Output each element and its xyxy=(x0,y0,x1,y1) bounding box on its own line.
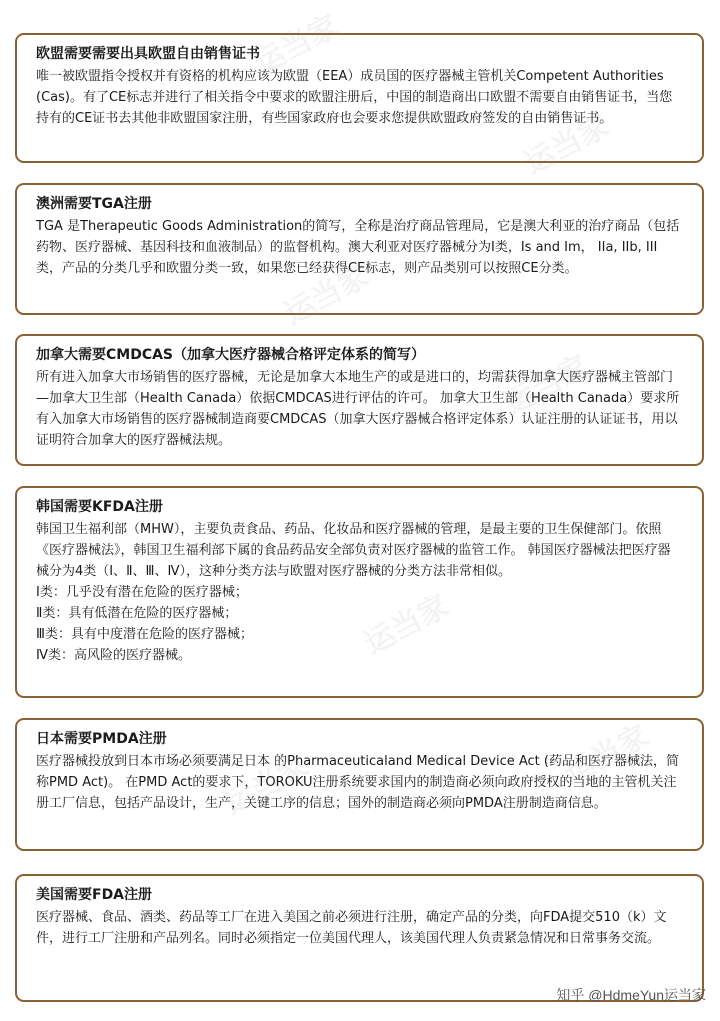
section-eu xyxy=(15,33,704,163)
section-body: 医疗器械、食品、酒类、药品等工厂在进入美国之前必须进行注册，确定产品的分类，向FDA提交510（k）文件，进行工厂注册和产品列名。同时必须指定一位美国代理人，该美国代理人负责紧急情况和日常事务交流。 xyxy=(36,910,667,946)
section-body: 医疗器械投放到日本市场必须要满足日本 的Pharmaceuticaland Medical Device Act (药品和医疗器械法，简称PMD Act)。 在PMD Act的要求下，TOROKU注册系统要求国内的制造商必须向政府授权的当地的主管机关注册工厂信息，包括产品设计，生产，关键工序的信息；国外的制造商必须向PMDA注册制造商信息。 xyxy=(36,754,679,811)
section-body: 韩国卫生福利部（MHW），主要负责食品、药品、化妆品和医疗器械的管理，是最主要的卫生保健部门。依照《医疗器械法》，韩国卫生福利部下属的食品药品安全部负责对医疗器械的监管工作。 韩国医疗器械法把医疗器械分为4类（Ⅰ、Ⅱ、Ⅲ、Ⅳ），这种分类方法与欧盟对医疗器械的分类方法非常相似。 xyxy=(36,522,671,579)
section-title: 澳洲需要TGA注册 xyxy=(36,196,152,212)
list-item: Ⅳ类：高风险的医疗器械。 xyxy=(36,648,191,663)
section-title: 韩国需要KFDA注册 xyxy=(36,499,163,515)
section-title: 日本需要PMDA注册 xyxy=(36,731,167,747)
section-korea xyxy=(15,486,704,698)
section-title: 加拿大需要CMDCAS（加拿大医疗器械合格评定体系的简写） xyxy=(36,347,426,363)
footer-credit: 知乎 @HdmeYun运当家 xyxy=(556,987,706,1003)
section-title: 美国需要FDA注册 xyxy=(36,887,153,903)
list-item: Ⅰ类：几乎没有潜在危险的医疗器械； xyxy=(36,585,248,600)
list-item: Ⅱ类：具有低潜在危险的医疗器械； xyxy=(36,606,238,621)
section-body: 所有进入加拿大市场销售的医疗器械，无论是加拿大本地生产的或是进口的，均需获得加拿大医疗器械主管部门—加拿大卫生部（Health Canada）依据CMDCAS进行评估的许可。 加拿大卫生部（Health Canada）要求所有入加拿大市场销售的医疗器械制造商要CMDCAS（加拿大医疗器械合格评定体系）认证注册的认证证书，用以证明符合加拿大的医疗器械法规。 xyxy=(36,370,680,448)
section-body: 唯一被欧盟指令授权并有资格的机构应该为欧盟（EEA）成员国的医疗器械主管机关Competent Authorities (Cas)。有了CE标志并进行了相关指令中要求的欧盟注册后，中国的制造商出口欧盟不需要自由销售证书，当您持有的CE证书去其他非欧盟国家注册，有些国家政府也会要求您提供欧盟政府签发的自由销售证书。 xyxy=(36,69,673,126)
list-item: Ⅲ类：具有中度潜在危险的医疗器械； xyxy=(36,627,253,642)
section-australia xyxy=(15,183,704,315)
section-title: 欧盟需要需要出具欧盟自由销售证书 xyxy=(36,46,260,62)
section-canada xyxy=(15,334,704,466)
section-body: TGA 是Therapeutic Goods Administration的简写，全称是治疗商品管理局，它是澳大利亚的治疗商品（包括药物、医疗器械、基因科技和血液制品）的监督机构。澳大利亚对医疗器械分为I类，Is and Im， IIa, IIb, III类，产品的分类几乎和欧盟分类一致，如果您已经获得CE标志，则产品类别可以按照CE分类。 xyxy=(36,219,680,276)
section-usa xyxy=(15,874,704,1002)
class-list xyxy=(36,582,683,666)
section-japan xyxy=(15,718,704,851)
